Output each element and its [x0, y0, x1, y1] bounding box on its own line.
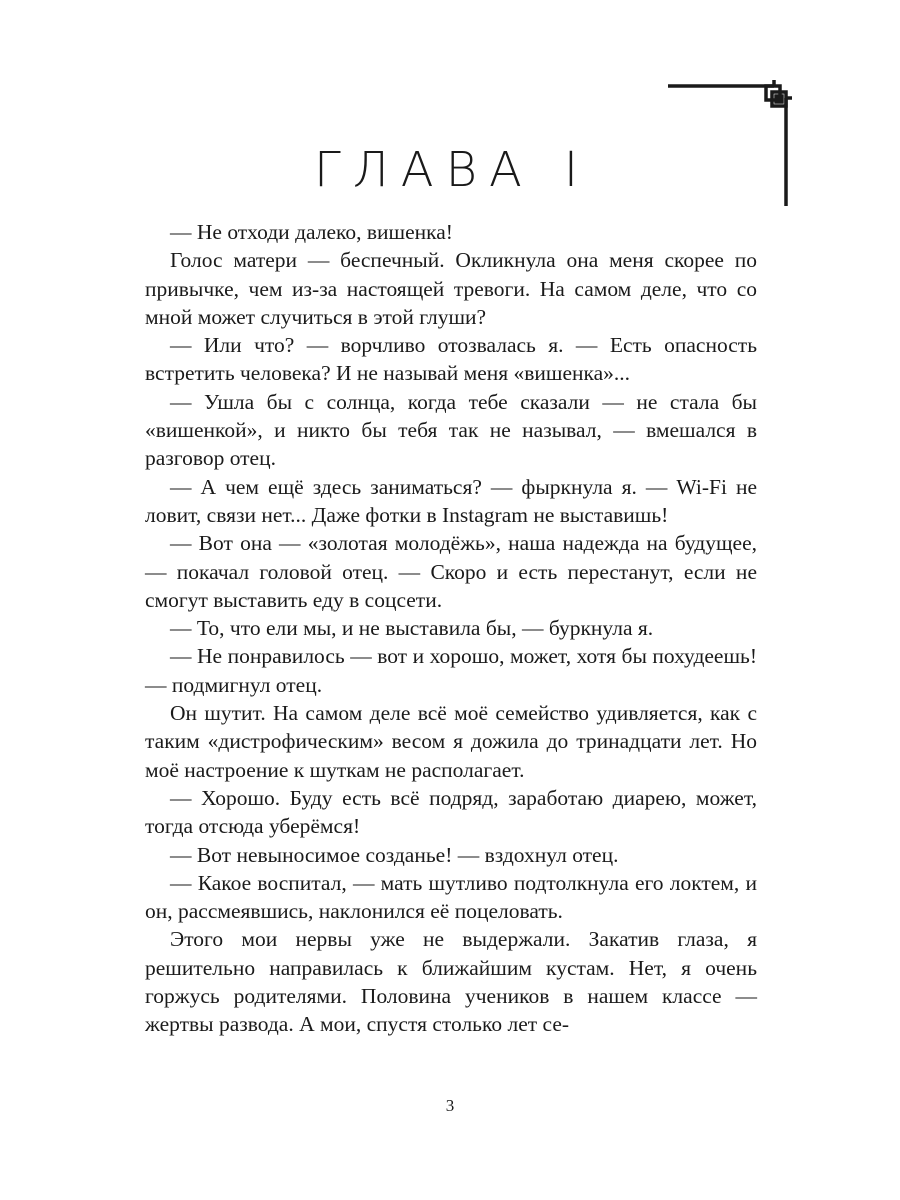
paragraph: — Вот она — «золотая молодёжь», наша надежда на будущее, — покачал головой отец. — Скоро и есть перестанут, если не смогут выставить еду в соцсети.: [145, 531, 757, 612]
paragraph: — А чем ещё здесь заниматься? — фыркнула я. — Wi-Fi не ловит, связи нет... Даже фотки в Instagram не выставишь!: [145, 474, 757, 527]
paragraph: — Вот невыносимое созданье! — вздохнул отец.: [170, 842, 619, 867]
page-number: 3: [445, 1096, 455, 1115]
paragraph: — Не отходи далеко, вишенка!: [170, 220, 453, 244]
chapter-number: I: [563, 142, 587, 198]
body-text: [145, 218, 757, 1039]
paragraph: — Какое воспитал, — мать шутливо подтолкнула его локтем, и он, рассмеявшись, наклонился её поцеловать.: [145, 870, 757, 924]
paragraph: — Хорошо. Буду есть всё подряд, заработаю диарею, может, тогда отсюда уберёмся!: [145, 785, 757, 839]
paragraph: Голос матери — беспечный. Окликнула она меня скорее по привычке, чем из-за настоящей тревоги. На самом деле, что со мной может случиться в этой глуши?: [145, 248, 757, 329]
paragraph: — Ушла бы с солнца, когда тебе сказали — не стала бы «вишенкой», и никто бы тебя так не называл, — вмешался в разговор отец.: [145, 389, 757, 471]
paragraph: — То, что ели мы, и не выставила бы, — буркнула я.: [170, 616, 654, 641]
paragraph: — Не понравилось — вот и хорошо, может, хотя бы похудеешь! — подмигнул отец.: [145, 644, 757, 697]
paragraph: Он шутит. На самом деле всё моё семейство удивляется, как с таким «дистрофическим» весом я дожила до тринадцати лет. Но моё настроение к шуткам не располагает.: [145, 701, 757, 782]
chapter-heading: [0, 140, 900, 200]
paragraph: Этого мои нервы уже не выдержали. Закатив глаза, я решительно направилась к ближайшим кустам. Нет, я очень горжусь родителями. Половина учеников в нашем классе — жертвы развода. А мои, спустя столько лет се-: [145, 927, 757, 1037]
chapter-word: ГЛАВА: [313, 142, 534, 198]
paragraph: — Или что? — ворчливо отозвалась я. — Есть опасность встретить человека? И не называй меня «вишенка»...: [145, 333, 757, 386]
